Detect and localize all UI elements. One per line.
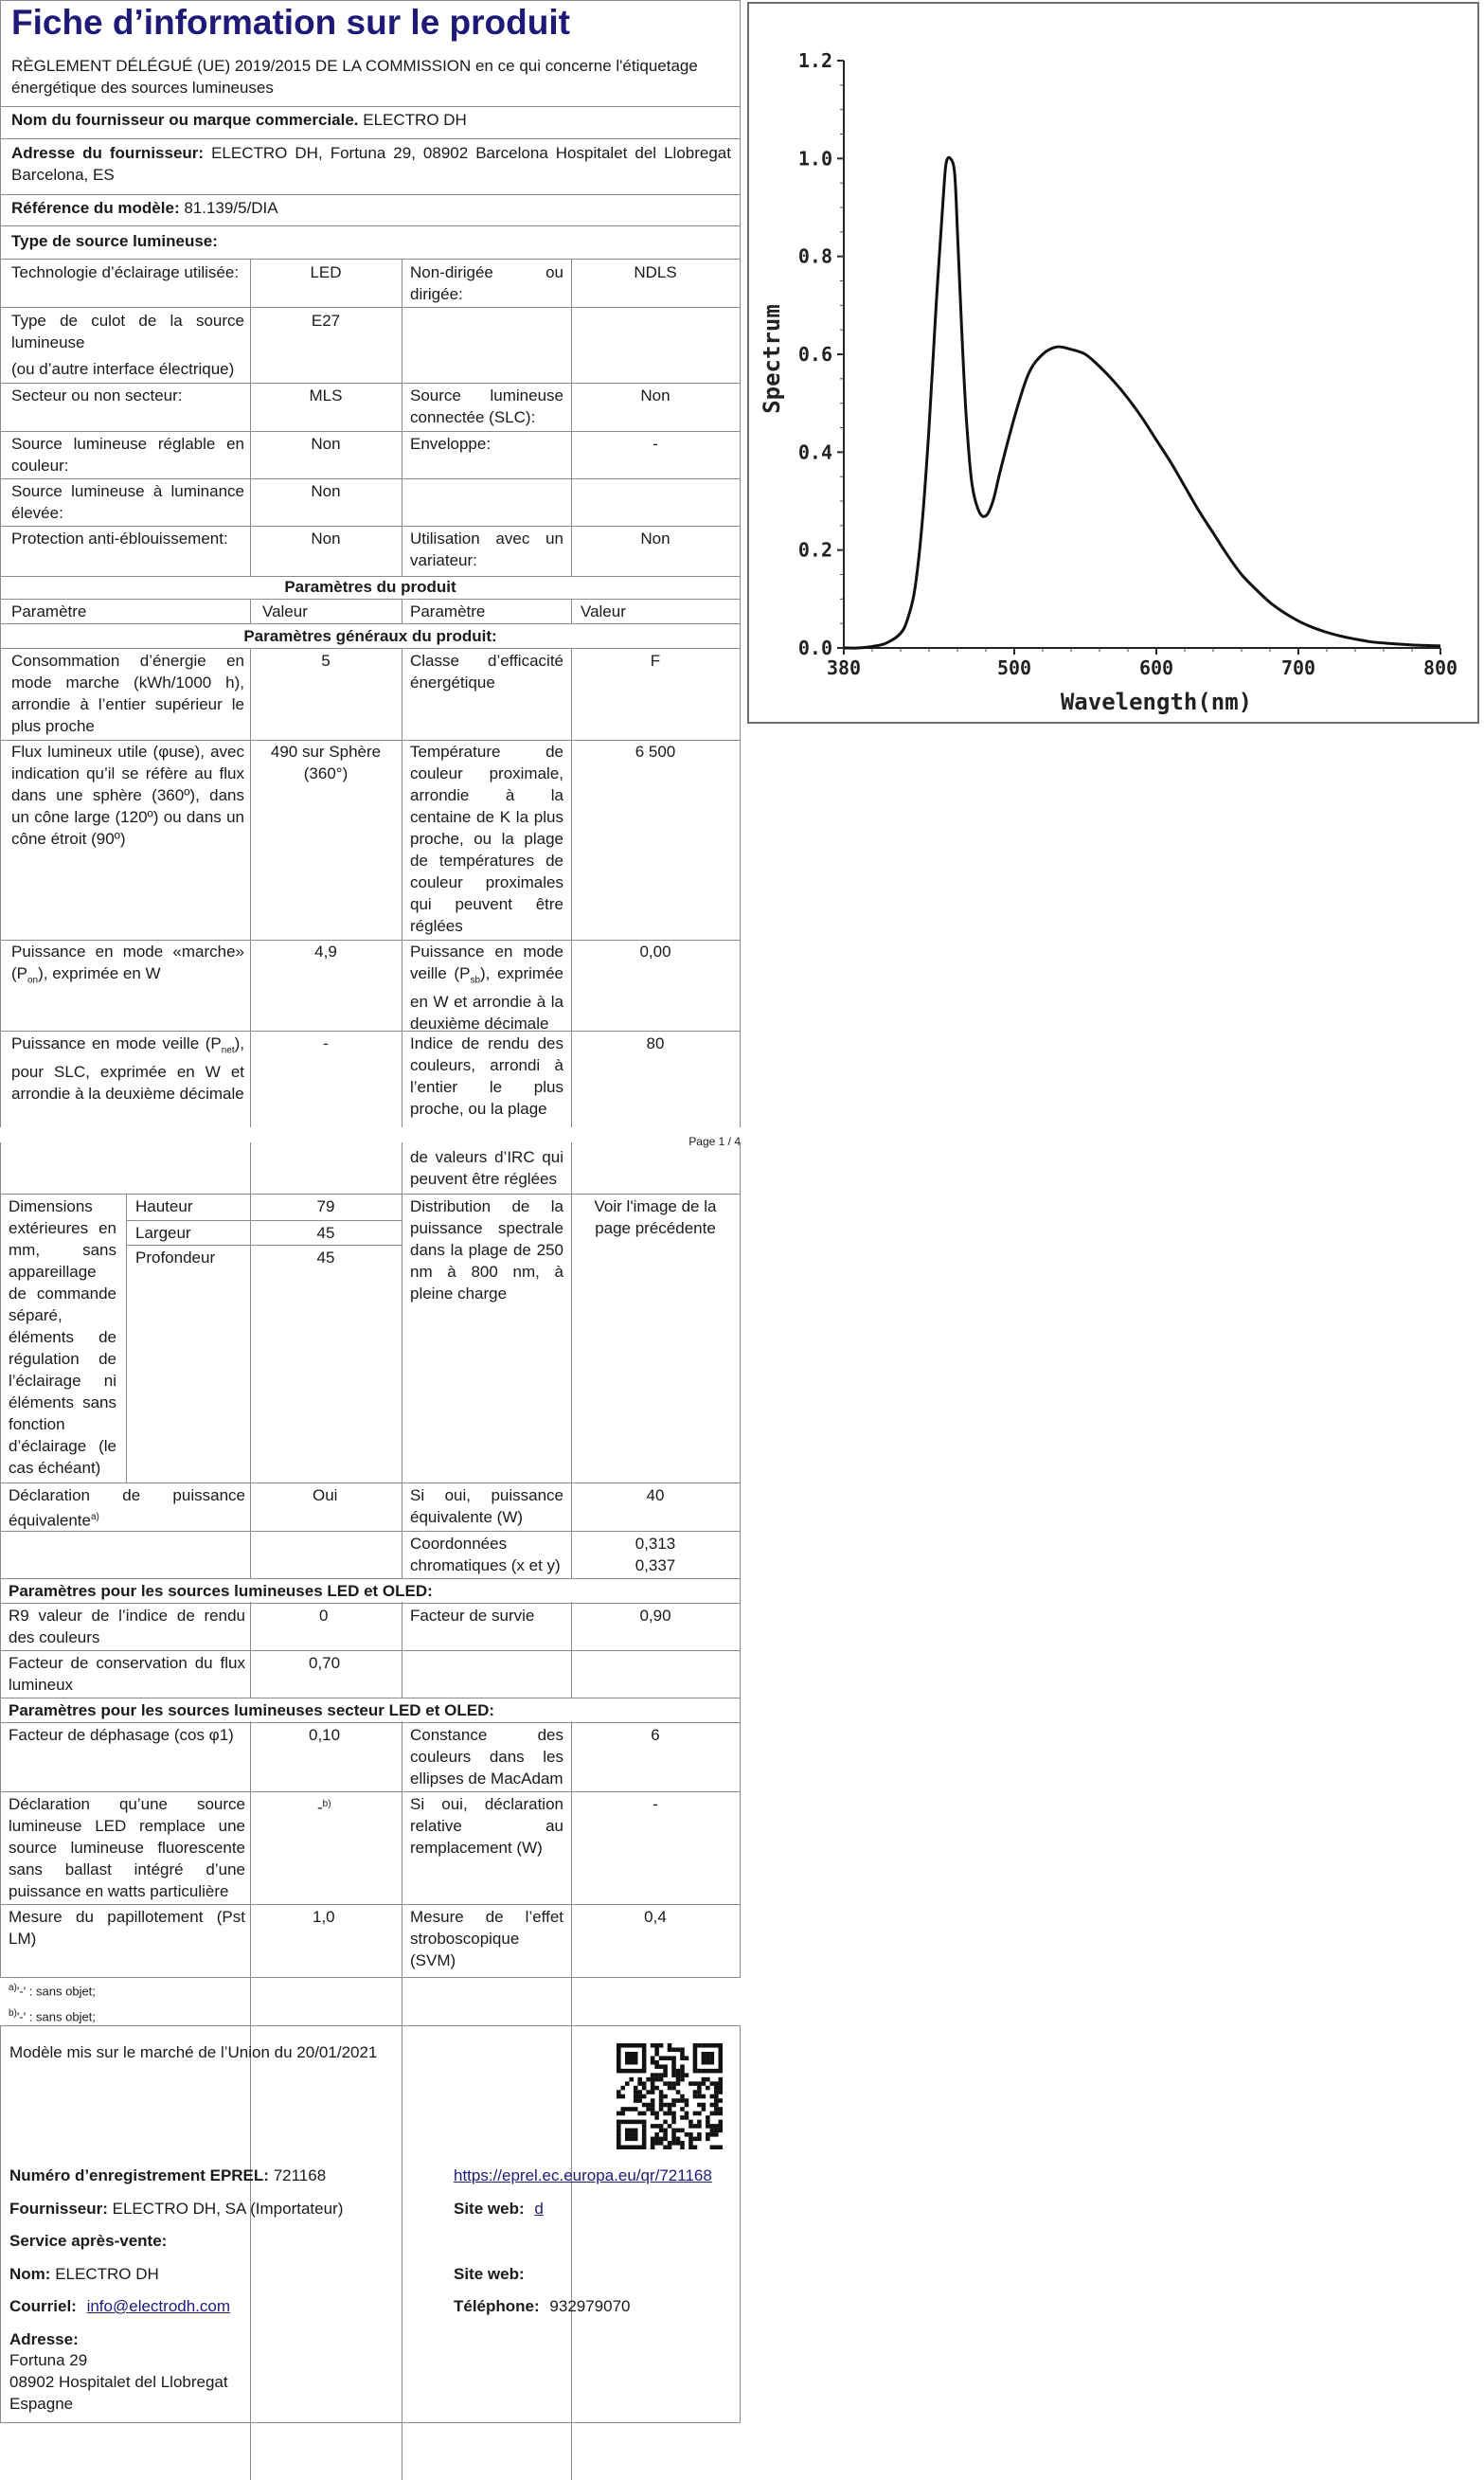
tech-label: Technologie d’éclairage utilisée: xyxy=(11,263,240,281)
cap-label: Type de culot de la source lumineuse xyxy=(11,312,244,351)
address-line-1: Fortuna 29 xyxy=(9,2351,88,2369)
psb-value: 0,00 xyxy=(639,943,671,961)
address-line-3: Espagne xyxy=(9,2395,74,2413)
replace-claim-label: Si oui, déclaration relative au remplacement (W) xyxy=(410,1795,563,1857)
spd-value: Voir l'image de la page précédente xyxy=(594,1197,717,1237)
consumption-value: 5 xyxy=(321,652,331,670)
table-border-left xyxy=(0,0,1,1127)
footnote-b: $^{b)}$'-' : sans objet; xyxy=(9,2008,96,2024)
width-label: Largeur xyxy=(135,1224,191,1242)
model-ref-row xyxy=(11,197,731,219)
col-param-1: Paramètre xyxy=(11,602,87,620)
service-name-value: ELECTRO DH xyxy=(55,2265,159,2283)
antiglare-label: Protection anti-éblouissement: xyxy=(11,530,228,548)
col-value-2: Valeur xyxy=(581,602,626,620)
antiglare-value: Non xyxy=(311,530,341,548)
address-line-2: 08902 Hospitalet del Llobregat xyxy=(9,2373,228,2391)
supplier-info-box xyxy=(0,2025,741,2423)
pf-label: Facteur de déphasage (cos φ1) xyxy=(9,1726,234,1744)
col-param-2: Paramètre xyxy=(410,602,486,620)
page-title: Fiche d’information sur le produit xyxy=(11,3,570,42)
phone-row: Téléphone: 932979070 xyxy=(454,2297,631,2315)
spectrum-series-line xyxy=(844,157,1440,648)
x-tick-label: 380 xyxy=(826,656,862,679)
model-ref-label: Référence du modèle: xyxy=(11,199,180,217)
dimmer-value: Non xyxy=(640,530,670,548)
envelope-value: - xyxy=(653,435,658,453)
service-label: Service après-vente: xyxy=(9,2232,168,2250)
chroma-y: 0,337 xyxy=(635,1556,676,1574)
flux-label: Flux lumineux utile (φuse), avec indication qu’il se réfère au flux dans une sphère (360º), dans un cône large (120º) ou dans un cône étroit (90º) xyxy=(11,743,244,848)
depth-label: Profondeur xyxy=(135,1249,216,1267)
connected-label: Source lumineuse connectée (SLC): xyxy=(410,386,563,426)
svm-label: Mesure de l’effet stroboscopique (SVM) xyxy=(410,1908,563,1969)
replace-value: -$^{b)}$ xyxy=(317,1798,331,1817)
height-label: Hauteur xyxy=(135,1197,193,1215)
pf-value: 0,10 xyxy=(309,1726,341,1744)
eprel-value: 721168 xyxy=(273,2166,327,2184)
r9-label: R9 valeur de l’indice de rendu des couleurs xyxy=(9,1607,245,1646)
directional-label: Non-dirigée ou dirigée: xyxy=(410,263,563,303)
x-tick-label: 600 xyxy=(1138,656,1174,679)
survival-value: 0,90 xyxy=(639,1607,671,1625)
directional-value: NDLS xyxy=(634,263,677,281)
model-ref-value: 81.139/5/DIA xyxy=(184,199,278,217)
envelope-label: Enveloppe: xyxy=(410,435,492,453)
col-value-1: Valeur xyxy=(262,602,308,620)
regulation-text: RÈGLEMENT DÉLÉGUÉ (UE) 2019/2015 DE LA COMMISSION en ce qui concerne l'étiquetage énergétique des sources lumineuses xyxy=(11,57,698,97)
email-link[interactable]: info@electrodh.com xyxy=(86,2297,231,2315)
macadam-value: 6 xyxy=(651,1726,660,1744)
website2-label: Site web: xyxy=(454,2265,525,2283)
equiv-label: Déclaration de puissance équivalente$^{a)}$ xyxy=(9,1486,245,1530)
table-border-right xyxy=(740,0,741,1127)
tunable-label: Source lumineuse réglable en couleur: xyxy=(11,435,244,475)
placed-on-market: Modèle mis sur le marché de l’Union du 20/01/2021 xyxy=(9,2043,378,2061)
supplier-name-row xyxy=(11,109,731,131)
flicker-value: 1,0 xyxy=(313,1908,335,1926)
footnote-a: $^{a)}$'-' : sans objet; xyxy=(9,1983,96,1999)
y-tick-label: 1.2 xyxy=(797,49,832,72)
x-axis-label: Wavelength(nm) xyxy=(1060,689,1253,715)
replace-label: Déclaration qu’une source lumineuse LED remplace une source lumineuse fluorescente sans ballast intégré d’une puissance en watts particulière xyxy=(9,1795,245,1900)
macadam-label: Constance des couleurs dans les ellipses de MacAdam xyxy=(410,1726,563,1788)
mains-led-header: Paramètres pour les sources lumineuses secteur LED et OLED: xyxy=(9,1701,495,1719)
service-name-row: Nom: ELECTRO DH xyxy=(9,2265,159,2283)
y-tick-label: 0.8 xyxy=(797,244,832,268)
y-axis-label: Spectrum xyxy=(759,304,785,414)
cap-label-2: (ou d’autre interface électrique) xyxy=(11,360,235,378)
table-border-top xyxy=(0,0,741,1)
psb-label: Puissance en mode veille $(P_{sb})$, exprimée en W et arrondie à la deuxième décimale xyxy=(410,943,563,1033)
mains-value: MLS xyxy=(309,386,343,404)
x-tick-label: 800 xyxy=(1422,656,1458,679)
high-lum-value: Non xyxy=(311,482,341,500)
supplier-value: ELECTRO DH, SA (Importateur) xyxy=(112,2200,344,2218)
r9-value: 0 xyxy=(319,1607,329,1625)
equiv-value: Oui xyxy=(313,1486,338,1504)
class-value: F xyxy=(650,652,661,670)
source-type-header: Type de source lumineuse: xyxy=(11,232,218,250)
pnet-value: - xyxy=(323,1034,329,1052)
chroma-label: Coordonnées chromatiques (x et y) xyxy=(410,1535,561,1574)
pon-value: 4,9 xyxy=(314,943,337,961)
tunable-value: Non xyxy=(311,435,341,453)
cct-label: Température de couleur proximale, arrondie à la centaine de K la plus proche, ou la plage de températures de couleur proximales qui peuvent être réglées xyxy=(410,743,563,935)
x-tick-label: 700 xyxy=(1280,656,1316,679)
cap-value: E27 xyxy=(311,312,341,330)
high-lum-label: Source lumineuse à luminance élevée: xyxy=(11,482,244,522)
product-params-header: Paramètres du produit xyxy=(284,578,456,596)
y-tick-label: 1.0 xyxy=(797,147,832,171)
phone-value: 932979070 xyxy=(549,2297,631,2315)
maint-value: 0,70 xyxy=(309,1654,341,1672)
y-tick-label: 0.4 xyxy=(797,440,832,464)
dims-label: Dimensions extérieures en mm, sans appareillage de commande séparé, éléments de régulation de l’éclairage ni éléments sans fonction d’éclairage (le cas échéant) xyxy=(9,1197,116,1477)
spectrum-chart xyxy=(749,4,1477,722)
qr-code-icon xyxy=(617,2043,723,2149)
cri-value: 80 xyxy=(646,1034,665,1052)
equiv-power-value: 40 xyxy=(646,1486,665,1504)
led-header: Paramètres pour les sources lumineuses LED et OLED: xyxy=(9,1582,433,1600)
address-label: Adresse: xyxy=(9,2330,79,2348)
mains-label: Secteur ou non secteur: xyxy=(11,386,183,404)
x-tick-label: 500 xyxy=(996,656,1032,679)
cri-label: Indice de rendu des couleurs, arrondi à l’entier le plus proche, ou la plage xyxy=(410,1034,563,1118)
depth-value: 45 xyxy=(316,1249,335,1267)
pon-label: Puissance en mode «marche» $(P_{on})$, exprimée en W xyxy=(11,943,244,986)
website1-row: Site web: d xyxy=(454,2200,544,2218)
supplier-address-value: ELECTRO DH, Fortuna 29, 08902 Barcelona Hospitalet del Llobregat Barcelona, ES xyxy=(11,144,731,184)
y-tick-label: 0.0 xyxy=(797,637,832,659)
width-value: 45 xyxy=(316,1224,335,1242)
chart-ticks xyxy=(798,49,1457,679)
page-number: Page 1 / 4 xyxy=(688,1135,741,1148)
height-value: 79 xyxy=(316,1197,335,1215)
cri-label-cont: de valeurs d’IRC qui peuvent être réglées xyxy=(410,1148,563,1188)
survival-label: Facteur de survie xyxy=(410,1607,535,1625)
consumption-label: Consommation d’énergie en mode marche (kWh/1000 h), arrondie à l’entier supérieur le plus proche xyxy=(11,652,244,735)
spectrum-chart-frame xyxy=(747,2,1479,724)
chroma-x: 0,313 xyxy=(635,1535,676,1553)
tech-value: LED xyxy=(310,263,342,281)
eprel-link[interactable]: https://eprel.ec.europa.eu/qr/721168 xyxy=(454,2166,712,2184)
flux-value: 490 sur Sphère (360°) xyxy=(270,743,382,782)
pnet-label: Puissance en mode veille $(P_{net})$, pour SLC, exprimée en W et arrondie à la deuxième décimale xyxy=(11,1034,244,1104)
website1-link[interactable]: d xyxy=(534,2200,544,2218)
flicker-label: Mesure du papillotement (Pst LM) xyxy=(9,1908,245,1948)
y-tick-label: 0.6 xyxy=(797,343,832,366)
y-tick-label: 0.2 xyxy=(797,538,832,562)
supplier-name-value: ELECTRO DH xyxy=(363,111,467,129)
replace-claim-value: - xyxy=(653,1795,658,1813)
dimmer-label: Utilisation avec un variateur: xyxy=(410,530,563,569)
supplier-address-label: Adresse du fournisseur: xyxy=(11,144,205,162)
supplier-name-label: Nom du fournisseur ou marque commerciale. xyxy=(11,111,359,129)
supplier-address-row xyxy=(11,142,731,186)
eprel-row: Numéro d’enregistrement EPREL: 721168 xyxy=(9,2166,327,2184)
cct-value: 6 500 xyxy=(635,743,676,761)
email-row: Courriel: info@electrodh.com xyxy=(9,2297,231,2315)
connected-value: Non xyxy=(640,386,670,404)
supplier-row: Fournisseur: ELECTRO DH, SA (Importateur) xyxy=(9,2200,344,2218)
general-params-header: Paramètres généraux du produit: xyxy=(243,627,497,645)
maint-label: Facteur de conservation du flux lumineux xyxy=(9,1654,245,1694)
equiv-power-label: Si oui, puissance équivalente (W) xyxy=(410,1486,563,1526)
class-label: Classe d’efficacité énergétique xyxy=(410,652,563,692)
svm-value: 0,4 xyxy=(644,1908,667,1926)
spd-label: Distribution de la puissance spectrale dans la plage de 250 nm à 800 nm, à pleine charge xyxy=(410,1197,563,1303)
